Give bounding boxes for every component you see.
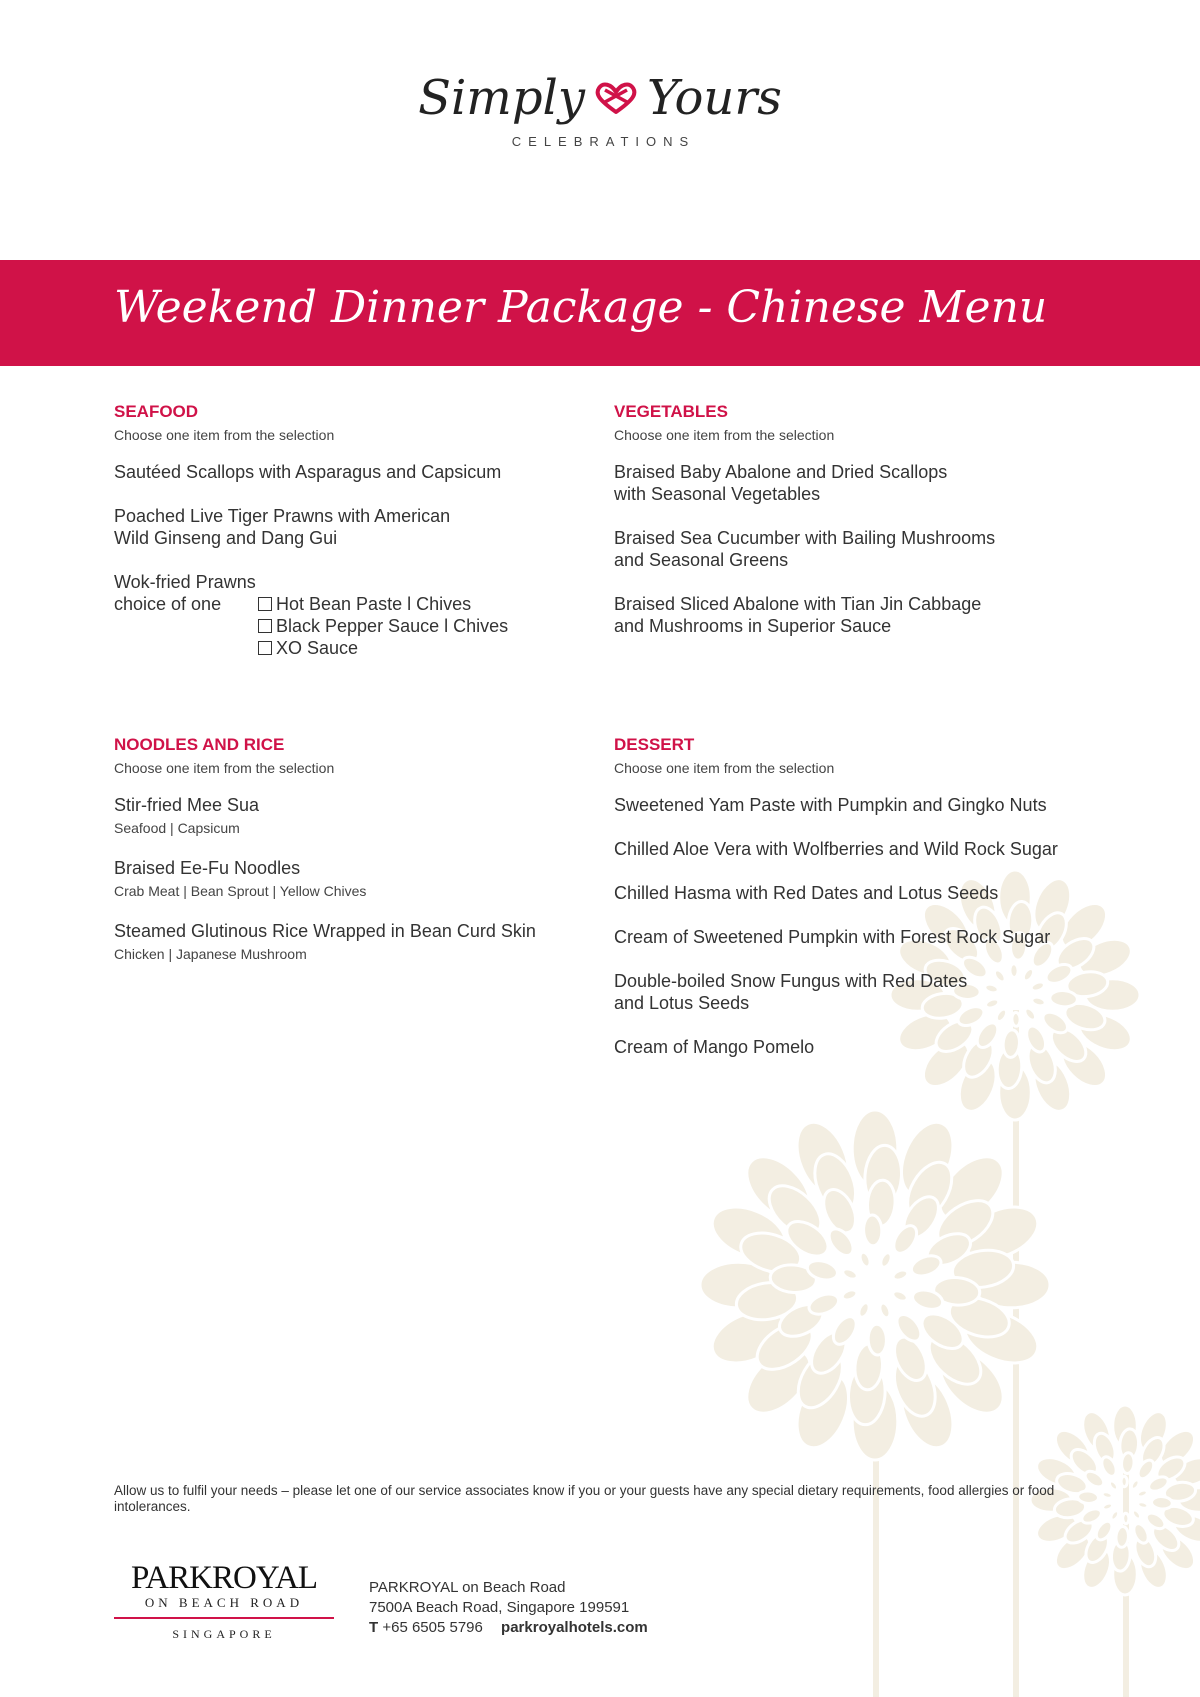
logo-word-yours: Yours <box>647 70 782 126</box>
section-seafood <box>114 402 594 681</box>
menu-item: Sautéed Scallops with Asparagus and Capsicum <box>114 462 502 482</box>
menu-item: Braised Ee-Fu Noodles Crab Meat | Bean Sprout | Yellow Chives <box>114 857 594 900</box>
brand-subtitle: ON BEACH ROAD <box>144 1595 304 1610</box>
section-vegetables <box>614 402 1094 659</box>
menu-item: Steamed Glutinous Rice Wrapped in Bean Curd Skin Chicken | Japanese Mushroom <box>114 920 674 963</box>
menu-item-wok-fried-prawns <box>114 571 594 659</box>
item-detail: Chicken | Japanese Mushroom <box>114 946 307 962</box>
menu-item: Sweetened Yam Paste with Pumpkin and Gingko Nuts <box>614 795 1047 815</box>
choice-label: choice of one <box>114 594 222 614</box>
hotel-address <box>369 1578 648 1638</box>
item-detail: Crab Meat | Bean Sprout | Yellow Chives <box>114 883 367 899</box>
wok-item-name: Wok-fried Prawns <box>114 572 256 592</box>
section-title: VEGETABLES <box>614 402 728 421</box>
brand-divider <box>114 1617 334 1619</box>
menu-item: Stir-fried Mee Sua Seafood | Capsicum <box>114 794 594 837</box>
menu-item: Cream of Sweetened Pumpkin with Forest Rock Sugar <box>614 927 1051 947</box>
dietary-disclaimer: Allow us to fulfil your needs – please let one of our service associates know if you or your guests have any special dietary requirements, food allergies or food intolerances. <box>114 1483 1055 1514</box>
parkroyal-logo <box>114 1560 334 1642</box>
menu-item: Poached Live Tiger Prawns with American Wild Ginseng and Dang Gui <box>114 506 451 548</box>
page-title: Weekend Dinner Package - Chinese Menu <box>114 282 1048 333</box>
section-title: NOODLES AND RICE <box>114 735 285 754</box>
menu-item: Chilled Aloe Vera with Wolfberries and Wild Rock Sugar <box>614 839 1058 859</box>
menu-item: Cream of Mango Pomelo <box>614 1037 815 1057</box>
contact-line <box>369 1618 648 1638</box>
heart-icon <box>591 80 641 116</box>
menu-item: Braised Sliced Abalone with Tian Jin Cabbage and Mushrooms in Superior Sauce <box>614 594 982 636</box>
menu-item: Braised Sea Cucumber with Bailing Mushrooms and Seasonal Greens <box>614 528 996 570</box>
checkbox-icon[interactable] <box>258 641 272 655</box>
phone-label: T <box>369 1619 379 1636</box>
menu-item: Chilled Hasma with Red Dates and Lotus Seeds <box>614 883 999 903</box>
flower-big <box>700 1110 1050 1460</box>
address-line1: PARKROYAL on Beach Road <box>369 1579 566 1596</box>
section-subtitle: Choose one item from the selection <box>614 760 835 776</box>
option-xo-sauce[interactable]: XO Sauce <box>258 637 508 659</box>
option-hot-bean-paste[interactable]: Hot Bean Paste l Chives <box>258 593 508 615</box>
address-line2: 7500A Beach Road, Singapore 199591 <box>369 1599 630 1616</box>
option-black-pepper-sauce[interactable]: Black Pepper Sauce l Chives <box>258 615 508 637</box>
section-subtitle: Choose one item from the selection <box>114 760 335 776</box>
website-link[interactable]: parkroyalhotels.com <box>501 1619 648 1636</box>
section-subtitle: Choose one item from the selection <box>114 427 335 443</box>
brand-name: PARKROYAL <box>130 1560 317 1596</box>
logo-script <box>418 70 782 126</box>
menu-item: Braised Baby Abalone and Dried Scallops with Seasonal Vegetables <box>614 462 948 504</box>
logo-subtitle: CELEBRATIONS <box>511 134 696 149</box>
logo-word-simply: Simply <box>418 70 586 126</box>
phone-number[interactable]: +65 6505 5796 <box>382 1619 483 1636</box>
brand-city: SINGAPORE <box>172 1627 276 1641</box>
section-noodles-and-rice <box>114 735 594 983</box>
section-title: SEAFOOD <box>114 402 199 421</box>
section-dessert <box>614 735 1134 1080</box>
celebrations-logo <box>0 70 1200 149</box>
section-title: DESSERT <box>614 735 695 754</box>
menu-item: Double-boiled Snow Fungus with Red Dates and Lotus Seeds <box>614 971 968 1013</box>
item-detail: Seafood | Capsicum <box>114 820 240 836</box>
checkbox-icon[interactable] <box>258 597 272 611</box>
section-subtitle: Choose one item from the selection <box>614 427 835 443</box>
checkbox-icon[interactable] <box>258 619 272 633</box>
title-banner <box>0 260 1200 366</box>
